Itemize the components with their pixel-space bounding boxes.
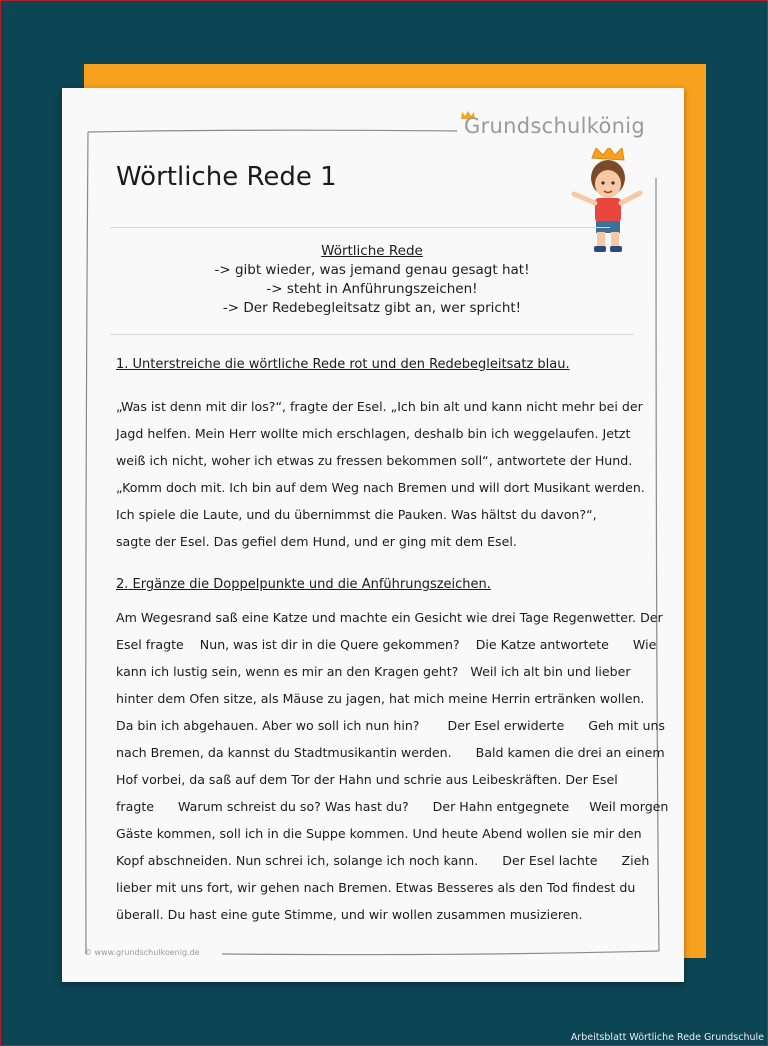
page-title: Wörtliche Rede 1 [116,162,337,192]
text-line: Da bin ich abgehauen. Aber wo soll ich nun hin? Der Esel erwiderte Geh mit uns [116,718,665,733]
text-line: weiß ich nicht, woher ich etwas zu fressen bekommen soll“, antwortete der Hund. [116,453,633,468]
definition-line: -> Der Redebegleitsatz gibt an, wer spricht! [222,300,522,316]
task-2-text [116,604,669,928]
divider-top [110,227,610,228]
text-line: fragte Warum schreist du so? Was hast du? Der Hahn entgegnete Weil morgen [116,799,669,814]
text-line: hinter dem Ofen sitze, als Mäuse zu jagen, hat mich meine Herrin ertränken wollen. [116,691,645,706]
text-line: Gäste kommen, soll ich in die Suppe kommen. Und heute Abend wollen sie mir den [116,826,642,841]
worksheet-page [62,88,684,982]
text-line: Esel fragte Nun, was ist dir in die Quere gekommen? Die Katze antwortete Wie [116,637,657,652]
text-line: Hof vorbei, da saß auf dem Tor der Hahn und schrie aus Leibeskräften. Der Esel [116,772,618,787]
text-line: Am Wegesrand saß eine Katze und machte ein Gesicht wie drei Tage Regenwetter. Der [116,610,663,625]
definition-heading: Wörtliche Rede [321,243,423,259]
task-1-text [116,393,645,555]
divider-middle [110,334,634,335]
text-line: Kopf abschneiden. Nun schrei ich, solange ich noch kann. Der Esel lachte Zieh [116,853,650,868]
definition-box [162,242,582,318]
text-line: nach Bremen, da kannst du Stadtmusikantin werden. Bald kamen die drei an einem [116,745,665,760]
text-line: lieber mit uns fort, wir gehen nach Bremen. Etwas Besseres als den Tod findest du [116,880,636,895]
task-2-instruction: 2. Ergänze die Doppelpunkte und die Anführungszeichen. [116,577,491,592]
text-line: „Was ist denn mit dir los?“, fragte der Esel. „Ich bin alt und kann nicht mehr bei der [116,399,643,414]
text-line: überall. Du hast eine gute Stimme, und wir wollen zusammen musizieren. [116,907,583,922]
text-line: Jagd helfen. Mein Herr wollte mich erschlagen, deshalb bin ich weggelaufen. Jetzt [116,426,631,441]
definition-line: -> steht in Anführungszeichen! [266,281,478,297]
text-line: kann ich lustig sein, wenn es mir an den Kragen geht? Weil ich alt bin und lieber [116,664,631,679]
definition-line: -> gibt wieder, was jemand genau gesagt hat! [214,262,530,278]
text-line: Ich spiele die Laute, und du übernimmst die Pauken. Was hältst du davon?“, [116,507,597,522]
text-line: „Komm doch mit. Ich bin auf dem Weg nach Bremen und will dort Musikant werden. [116,480,645,495]
task-1-instruction: 1. Unterstreiche die wörtliche Rede rot und den Redebegleitsatz blau. [116,357,570,372]
image-caption: Arbeitsblatt Wörtliche Rede Grundschule [570,1032,764,1043]
copyright-footer: © www.grundschulkoenig.de [84,948,200,957]
text-line: sagte der Esel. Das gefiel dem Hund, und er ging mit dem Esel. [116,534,517,549]
brand-logo: Grundschulkönig [464,114,646,138]
